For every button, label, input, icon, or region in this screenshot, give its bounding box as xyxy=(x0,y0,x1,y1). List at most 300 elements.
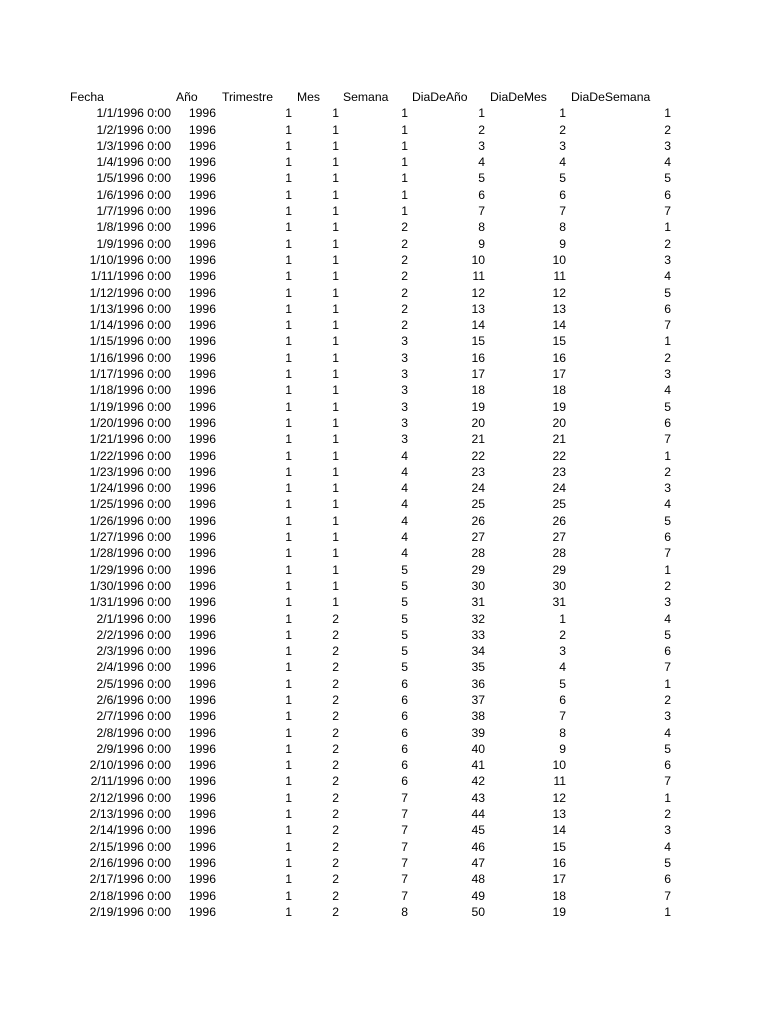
cell-fecha: 2/6/1996 0:00 xyxy=(96,692,171,707)
cell-trimestre: 1 xyxy=(285,513,292,528)
cell-trimestre: 1 xyxy=(285,220,292,235)
cell-mes: 2 xyxy=(332,611,339,626)
cell-semana: 6 xyxy=(401,725,408,740)
table-row xyxy=(0,627,768,643)
cell-trimestre: 1 xyxy=(285,578,292,593)
table-row xyxy=(0,480,768,496)
cell-dia-de-anio: 29 xyxy=(471,562,485,577)
cell-dia-de-semana: 1 xyxy=(664,448,671,463)
cell-anio: 1996 xyxy=(188,204,216,219)
cell-dia-de-mes: 14 xyxy=(552,823,566,838)
cell-semana: 7 xyxy=(401,823,408,838)
cell-dia-de-mes: 15 xyxy=(552,839,566,854)
cell-dia-de-semana: 5 xyxy=(664,855,671,870)
cell-dia-de-anio: 14 xyxy=(471,318,485,333)
cell-dia-de-anio: 50 xyxy=(471,904,485,919)
cell-dia-de-semana: 4 xyxy=(664,611,671,626)
cell-semana: 2 xyxy=(401,252,408,267)
table-row xyxy=(0,448,768,464)
cell-trimestre: 1 xyxy=(285,122,292,137)
cell-dia-de-anio: 13 xyxy=(471,301,485,316)
cell-dia-de-mes: 7 xyxy=(559,204,566,219)
cell-mes: 1 xyxy=(332,497,339,512)
cell-fecha: 1/5/1996 0:00 xyxy=(96,171,171,186)
table-row xyxy=(0,431,768,447)
cell-dia-de-semana: 6 xyxy=(664,415,671,430)
cell-semana: 4 xyxy=(401,464,408,479)
cell-dia-de-anio: 18 xyxy=(471,383,485,398)
cell-dia-de-mes: 28 xyxy=(552,546,566,561)
cell-dia-de-anio: 46 xyxy=(471,839,485,854)
cell-dia-de-semana: 1 xyxy=(664,334,671,349)
cell-dia-de-anio: 40 xyxy=(471,741,485,756)
cell-mes: 2 xyxy=(332,904,339,919)
table-row xyxy=(0,122,768,138)
cell-semana: 1 xyxy=(401,171,408,186)
cell-fecha: 1/4/1996 0:00 xyxy=(96,155,171,170)
cell-dia-de-semana: 7 xyxy=(664,546,671,561)
cell-fecha: 1/22/1996 0:00 xyxy=(89,448,171,463)
cell-mes: 1 xyxy=(332,122,339,137)
header-dia-de-mes: DiaDeMes xyxy=(490,90,547,104)
cell-semana: 2 xyxy=(401,236,408,251)
cell-dia-de-mes: 15 xyxy=(552,334,566,349)
cell-anio: 1996 xyxy=(188,513,216,528)
cell-fecha: 1/29/1996 0:00 xyxy=(89,562,171,577)
table-row xyxy=(0,773,768,789)
cell-fecha: 1/20/1996 0:00 xyxy=(89,415,171,430)
cell-fecha: 1/17/1996 0:00 xyxy=(89,367,171,382)
cell-dia-de-semana: 2 xyxy=(664,464,671,479)
cell-dia-de-anio: 45 xyxy=(471,823,485,838)
table-row xyxy=(0,187,768,203)
cell-semana: 1 xyxy=(401,106,408,121)
cell-mes: 2 xyxy=(332,741,339,756)
cell-dia-de-anio: 5 xyxy=(478,171,485,186)
cell-fecha: 2/10/1996 0:00 xyxy=(89,758,171,773)
cell-trimestre: 1 xyxy=(285,334,292,349)
cell-mes: 1 xyxy=(332,578,339,593)
table-row xyxy=(0,888,768,904)
table-row xyxy=(0,904,768,920)
cell-dia-de-anio: 30 xyxy=(471,578,485,593)
cell-trimestre: 1 xyxy=(285,318,292,333)
cell-fecha: 1/28/1996 0:00 xyxy=(89,546,171,561)
header-row xyxy=(0,89,768,105)
table-row xyxy=(0,643,768,659)
cell-semana: 6 xyxy=(401,741,408,756)
table-row xyxy=(0,871,768,887)
cell-semana: 4 xyxy=(401,513,408,528)
table-row xyxy=(0,105,768,121)
cell-semana: 5 xyxy=(401,578,408,593)
cell-dia-de-anio: 38 xyxy=(471,709,485,724)
cell-anio: 1996 xyxy=(188,334,216,349)
cell-semana: 3 xyxy=(401,350,408,365)
cell-anio: 1996 xyxy=(188,122,216,137)
cell-fecha: 1/1/1996 0:00 xyxy=(96,106,171,121)
cell-mes: 2 xyxy=(332,872,339,887)
table-row xyxy=(0,578,768,594)
cell-fecha: 2/7/1996 0:00 xyxy=(96,709,171,724)
cell-dia-de-semana: 5 xyxy=(664,627,671,642)
cell-semana: 3 xyxy=(401,399,408,414)
cell-anio: 1996 xyxy=(188,415,216,430)
cell-fecha: 2/18/1996 0:00 xyxy=(89,888,171,903)
cell-trimestre: 1 xyxy=(285,155,292,170)
cell-dia-de-mes: 17 xyxy=(552,872,566,887)
cell-dia-de-semana: 7 xyxy=(664,774,671,789)
cell-dia-de-semana: 6 xyxy=(664,530,671,545)
cell-mes: 1 xyxy=(332,269,339,284)
cell-trimestre: 1 xyxy=(285,839,292,854)
cell-fecha: 1/15/1996 0:00 xyxy=(89,334,171,349)
cell-dia-de-anio: 37 xyxy=(471,692,485,707)
cell-anio: 1996 xyxy=(188,383,216,398)
table-row xyxy=(0,513,768,529)
cell-trimestre: 1 xyxy=(285,562,292,577)
table-row xyxy=(0,594,768,610)
cell-anio: 1996 xyxy=(188,269,216,284)
cell-semana: 1 xyxy=(401,138,408,153)
table-row xyxy=(0,285,768,301)
cell-dia-de-semana: 4 xyxy=(664,155,671,170)
cell-fecha: 1/9/1996 0:00 xyxy=(96,236,171,251)
cell-mes: 1 xyxy=(332,106,339,121)
table-row xyxy=(0,382,768,398)
cell-dia-de-anio: 24 xyxy=(471,481,485,496)
cell-dia-de-mes: 14 xyxy=(552,318,566,333)
cell-semana: 3 xyxy=(401,334,408,349)
cell-fecha: 2/9/1996 0:00 xyxy=(96,741,171,756)
cell-mes: 1 xyxy=(332,138,339,153)
cell-mes: 2 xyxy=(332,807,339,822)
table-row xyxy=(0,203,768,219)
table-row xyxy=(0,757,768,773)
cell-mes: 2 xyxy=(332,823,339,838)
cell-dia-de-anio: 25 xyxy=(471,497,485,512)
cell-dia-de-anio: 1 xyxy=(478,106,485,121)
cell-fecha: 1/6/1996 0:00 xyxy=(96,187,171,202)
cell-anio: 1996 xyxy=(188,106,216,121)
cell-semana: 8 xyxy=(401,904,408,919)
cell-dia-de-anio: 39 xyxy=(471,725,485,740)
cell-dia-de-semana: 1 xyxy=(664,904,671,919)
cell-trimestre: 1 xyxy=(285,725,292,740)
cell-dia-de-anio: 35 xyxy=(471,660,485,675)
cell-dia-de-anio: 4 xyxy=(478,155,485,170)
cell-dia-de-mes: 13 xyxy=(552,301,566,316)
cell-anio: 1996 xyxy=(188,807,216,822)
cell-dia-de-mes: 8 xyxy=(559,220,566,235)
table-row xyxy=(0,562,768,578)
cell-fecha: 1/2/1996 0:00 xyxy=(96,122,171,137)
table-row xyxy=(0,252,768,268)
cell-anio: 1996 xyxy=(188,872,216,887)
cell-trimestre: 1 xyxy=(285,415,292,430)
cell-dia-de-mes: 23 xyxy=(552,464,566,479)
cell-mes: 2 xyxy=(332,855,339,870)
cell-mes: 1 xyxy=(332,301,339,316)
cell-mes: 1 xyxy=(332,464,339,479)
cell-dia-de-anio: 26 xyxy=(471,513,485,528)
table-row xyxy=(0,676,768,692)
cell-anio: 1996 xyxy=(188,464,216,479)
table-row xyxy=(0,806,768,822)
cell-semana: 3 xyxy=(401,415,408,430)
cell-dia-de-anio: 6 xyxy=(478,187,485,202)
cell-anio: 1996 xyxy=(188,904,216,919)
cell-mes: 1 xyxy=(332,334,339,349)
cell-dia-de-mes: 3 xyxy=(559,138,566,153)
cell-anio: 1996 xyxy=(188,562,216,577)
cell-dia-de-mes: 31 xyxy=(552,595,566,610)
table-row xyxy=(0,236,768,252)
cell-dia-de-semana: 5 xyxy=(664,399,671,414)
cell-trimestre: 1 xyxy=(285,595,292,610)
cell-dia-de-anio: 32 xyxy=(471,611,485,626)
cell-dia-de-anio: 9 xyxy=(478,236,485,251)
cell-mes: 2 xyxy=(332,758,339,773)
cell-semana: 7 xyxy=(401,807,408,822)
cell-trimestre: 1 xyxy=(285,692,292,707)
cell-anio: 1996 xyxy=(188,725,216,740)
cell-fecha: 1/21/1996 0:00 xyxy=(89,432,171,447)
cell-dia-de-anio: 15 xyxy=(471,334,485,349)
cell-dia-de-anio: 48 xyxy=(471,872,485,887)
cell-fecha: 2/15/1996 0:00 xyxy=(89,839,171,854)
table-row xyxy=(0,790,768,806)
cell-dia-de-mes: 29 xyxy=(552,562,566,577)
cell-semana: 5 xyxy=(401,595,408,610)
cell-dia-de-anio: 12 xyxy=(471,285,485,300)
cell-mes: 2 xyxy=(332,660,339,675)
cell-anio: 1996 xyxy=(188,367,216,382)
header-mes: Mes xyxy=(297,90,321,104)
cell-trimestre: 1 xyxy=(285,367,292,382)
cell-dia-de-semana: 7 xyxy=(664,432,671,447)
cell-mes: 2 xyxy=(332,692,339,707)
cell-semana: 3 xyxy=(401,383,408,398)
table-row xyxy=(0,855,768,871)
cell-trimestre: 1 xyxy=(285,676,292,691)
cell-dia-de-semana: 6 xyxy=(664,301,671,316)
cell-dia-de-semana: 3 xyxy=(664,595,671,610)
cell-semana: 5 xyxy=(401,611,408,626)
cell-trimestre: 1 xyxy=(285,546,292,561)
cell-anio: 1996 xyxy=(188,399,216,414)
cell-fecha: 2/14/1996 0:00 xyxy=(89,823,171,838)
cell-dia-de-semana: 3 xyxy=(664,367,671,382)
cell-dia-de-anio: 10 xyxy=(471,252,485,267)
cell-dia-de-semana: 1 xyxy=(664,562,671,577)
cell-trimestre: 1 xyxy=(285,611,292,626)
cell-mes: 1 xyxy=(332,595,339,610)
cell-semana: 1 xyxy=(401,122,408,137)
cell-semana: 4 xyxy=(401,546,408,561)
cell-dia-de-semana: 2 xyxy=(664,807,671,822)
cell-semana: 5 xyxy=(401,660,408,675)
cell-trimestre: 1 xyxy=(285,855,292,870)
cell-mes: 2 xyxy=(332,888,339,903)
cell-anio: 1996 xyxy=(188,595,216,610)
cell-dia-de-semana: 3 xyxy=(664,709,671,724)
cell-dia-de-anio: 8 xyxy=(478,220,485,235)
table-row xyxy=(0,301,768,317)
cell-dia-de-semana: 1 xyxy=(664,106,671,121)
cell-dia-de-mes: 11 xyxy=(553,774,566,789)
cell-mes: 1 xyxy=(332,546,339,561)
table-row xyxy=(0,415,768,431)
cell-semana: 2 xyxy=(401,269,408,284)
cell-dia-de-mes: 8 xyxy=(559,725,566,740)
cell-trimestre: 1 xyxy=(285,106,292,121)
cell-anio: 1996 xyxy=(188,497,216,512)
table-row xyxy=(0,268,768,284)
cell-trimestre: 1 xyxy=(285,904,292,919)
cell-trimestre: 1 xyxy=(285,660,292,675)
cell-mes: 1 xyxy=(332,513,339,528)
cell-dia-de-mes: 12 xyxy=(552,790,566,805)
cell-dia-de-mes: 7 xyxy=(559,709,566,724)
cell-semana: 2 xyxy=(401,318,408,333)
cell-dia-de-mes: 19 xyxy=(552,399,566,414)
cell-anio: 1996 xyxy=(188,171,216,186)
cell-trimestre: 1 xyxy=(285,187,292,202)
cell-fecha: 1/7/1996 0:00 xyxy=(96,204,171,219)
cell-semana: 7 xyxy=(401,839,408,854)
cell-dia-de-mes: 1 xyxy=(559,106,566,121)
cell-semana: 2 xyxy=(401,301,408,316)
cell-dia-de-semana: 2 xyxy=(664,350,671,365)
cell-semana: 5 xyxy=(401,562,408,577)
cell-semana: 1 xyxy=(401,155,408,170)
cell-semana: 5 xyxy=(401,627,408,642)
cell-trimestre: 1 xyxy=(285,301,292,316)
cell-semana: 7 xyxy=(401,790,408,805)
cell-anio: 1996 xyxy=(188,774,216,789)
header-anio: Año xyxy=(176,90,198,104)
cell-fecha: 1/25/1996 0:00 xyxy=(89,497,171,512)
table-row xyxy=(0,839,768,855)
table-row xyxy=(0,317,768,333)
cell-dia-de-semana: 7 xyxy=(664,204,671,219)
cell-mes: 1 xyxy=(332,155,339,170)
table-row xyxy=(0,692,768,708)
table-row xyxy=(0,496,768,512)
table-row xyxy=(0,464,768,480)
cell-mes: 2 xyxy=(332,627,339,642)
header-trimestre: Trimestre xyxy=(222,90,274,104)
cell-dia-de-anio: 28 xyxy=(471,546,485,561)
cell-dia-de-anio: 31 xyxy=(471,595,485,610)
cell-fecha: 1/8/1996 0:00 xyxy=(96,220,171,235)
cell-dia-de-mes: 26 xyxy=(552,513,566,528)
cell-fecha: 2/11/1996 0:00 xyxy=(90,774,171,789)
cell-dia-de-semana: 1 xyxy=(664,676,671,691)
cell-anio: 1996 xyxy=(188,855,216,870)
cell-dia-de-mes: 10 xyxy=(552,252,566,267)
table-row xyxy=(0,725,768,741)
cell-dia-de-semana: 4 xyxy=(664,839,671,854)
cell-dia-de-anio: 21 xyxy=(471,432,485,447)
cell-mes: 2 xyxy=(332,644,339,659)
cell-semana: 7 xyxy=(401,888,408,903)
cell-dia-de-semana: 5 xyxy=(664,171,671,186)
cell-dia-de-mes: 16 xyxy=(552,855,566,870)
cell-anio: 1996 xyxy=(188,578,216,593)
cell-dia-de-mes: 10 xyxy=(552,758,566,773)
cell-anio: 1996 xyxy=(188,823,216,838)
table-row xyxy=(0,138,768,154)
cell-trimestre: 1 xyxy=(285,138,292,153)
table-row xyxy=(0,366,768,382)
cell-dia-de-semana: 3 xyxy=(664,481,671,496)
cell-dia-de-semana: 7 xyxy=(664,888,671,903)
cell-dia-de-mes: 21 xyxy=(552,432,566,447)
cell-trimestre: 1 xyxy=(285,171,292,186)
cell-dia-de-anio: 22 xyxy=(471,448,485,463)
header-semana: Semana xyxy=(343,90,389,104)
cell-dia-de-anio: 47 xyxy=(471,855,485,870)
cell-trimestre: 1 xyxy=(285,252,292,267)
cell-dia-de-semana: 1 xyxy=(664,220,671,235)
cell-trimestre: 1 xyxy=(285,497,292,512)
cell-fecha: 1/26/1996 0:00 xyxy=(89,513,171,528)
cell-mes: 1 xyxy=(332,481,339,496)
header-dia-de-anio: DiaDeAño xyxy=(412,90,468,104)
cell-dia-de-anio: 20 xyxy=(471,415,485,430)
cell-fecha: 1/10/1996 0:00 xyxy=(89,252,171,267)
cell-fecha: 2/12/1996 0:00 xyxy=(89,790,171,805)
cell-fecha: 1/31/1996 0:00 xyxy=(89,595,171,610)
cell-dia-de-mes: 16 xyxy=(552,350,566,365)
cell-dia-de-semana: 4 xyxy=(664,725,671,740)
cell-dia-de-anio: 49 xyxy=(471,888,485,903)
cell-mes: 1 xyxy=(332,187,339,202)
cell-dia-de-mes: 3 xyxy=(559,644,566,659)
cell-fecha: 1/23/1996 0:00 xyxy=(89,464,171,479)
cell-fecha: 1/19/1996 0:00 xyxy=(89,399,171,414)
cell-fecha: 2/4/1996 0:00 xyxy=(96,660,171,675)
cell-dia-de-anio: 17 xyxy=(471,367,485,382)
cell-anio: 1996 xyxy=(188,155,216,170)
cell-dia-de-semana: 5 xyxy=(664,513,671,528)
cell-fecha: 1/11/1996 0:00 xyxy=(90,269,171,284)
cell-mes: 2 xyxy=(332,790,339,805)
cell-dia-de-semana: 3 xyxy=(664,252,671,267)
cell-trimestre: 1 xyxy=(285,269,292,284)
cell-dia-de-mes: 2 xyxy=(559,627,566,642)
cell-trimestre: 1 xyxy=(285,204,292,219)
cell-anio: 1996 xyxy=(188,301,216,316)
cell-dia-de-semana: 2 xyxy=(664,122,671,137)
cell-trimestre: 1 xyxy=(285,383,292,398)
cell-dia-de-anio: 23 xyxy=(471,464,485,479)
cell-dia-de-mes: 5 xyxy=(559,171,566,186)
cell-dia-de-mes: 19 xyxy=(552,904,566,919)
cell-trimestre: 1 xyxy=(285,448,292,463)
cell-dia-de-semana: 2 xyxy=(664,236,671,251)
cell-trimestre: 1 xyxy=(285,758,292,773)
cell-semana: 6 xyxy=(401,692,408,707)
cell-dia-de-mes: 24 xyxy=(552,481,566,496)
cell-trimestre: 1 xyxy=(285,350,292,365)
table-row xyxy=(0,333,768,349)
cell-dia-de-anio: 11 xyxy=(472,269,485,284)
cell-anio: 1996 xyxy=(188,888,216,903)
cell-dia-de-semana: 7 xyxy=(664,660,671,675)
